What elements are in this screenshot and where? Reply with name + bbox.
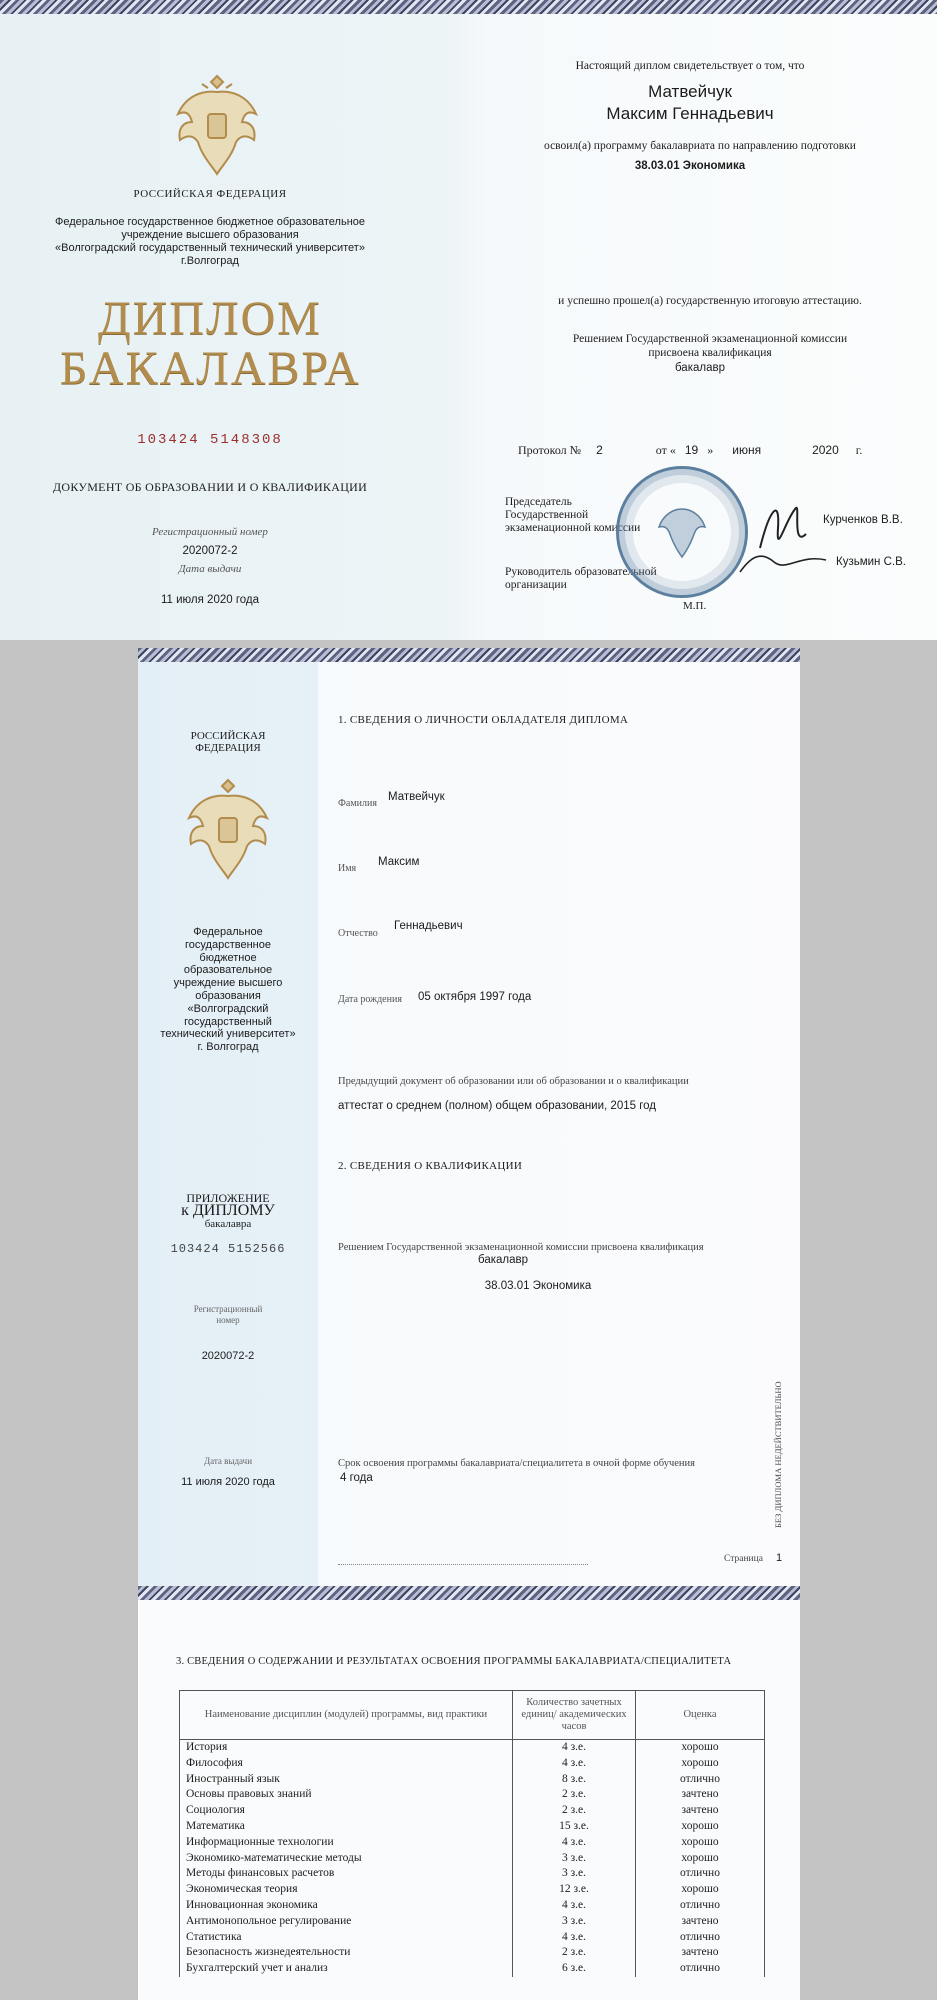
- decorative-border: [0, 0, 937, 14]
- grades-page: [138, 1586, 800, 2000]
- discipline-cell: Экономическая теория: [180, 1882, 513, 1898]
- grade-cell: отлично: [636, 1898, 765, 1914]
- signatures-icon: [730, 488, 860, 578]
- table-row: [180, 1772, 765, 1788]
- country-line: РОССИЙСКАЯ: [190, 730, 266, 742]
- supplement-institution: [138, 926, 318, 1054]
- attestation-text: и успешно прошел(а) государственную итоговую аттестацию.: [558, 295, 862, 307]
- supplement-serial-number: 103424 5152566: [170, 1242, 286, 1256]
- reg-label-line: номер: [216, 1315, 240, 1325]
- hours-header: Количество зачетных единиц/ академических часов: [513, 1691, 636, 1740]
- hours-cell: 4 з.е.: [513, 1898, 636, 1914]
- hours-cell: 4 з.е.: [513, 1756, 636, 1772]
- seal-eagle-icon: [657, 503, 707, 559]
- program-code: 38.03.01 Экономика: [634, 160, 746, 172]
- institution-line: г. Волгоград: [197, 1041, 259, 1054]
- institution-line: учреждение высшего образования: [121, 229, 299, 241]
- hours-cell: 3 з.е.: [513, 1866, 636, 1882]
- surname-label: Фамилия: [338, 798, 377, 809]
- commission-decision: [520, 332, 900, 360]
- hours-cell: 4 з.е.: [513, 1740, 636, 1756]
- supplement-program: 38.03.01 Экономика: [484, 1280, 592, 1292]
- protocol-day: 19: [684, 443, 699, 457]
- institution-name: [40, 216, 380, 268]
- institution-line: учреждение высшего: [173, 977, 283, 990]
- institution-line: «Волгоградский государственный технический университет»: [55, 242, 365, 254]
- institution-line: технический университет»: [160, 1028, 296, 1041]
- diploma-supplement-page: [138, 648, 800, 1588]
- table-row: [180, 1961, 765, 1977]
- supplement-country: [138, 730, 318, 754]
- coat-of-arms-icon: [182, 774, 274, 886]
- supplement-reg-number: 2020072-2: [201, 1350, 255, 1362]
- issue-date-label: Дата выдачи: [178, 563, 242, 575]
- head-label-line: Руководитель образовательной: [505, 566, 657, 578]
- reg-number: 2020072-2: [182, 545, 238, 557]
- official-seal-stamp: [616, 466, 748, 598]
- hours-cell: 8 з.е.: [513, 1772, 636, 1788]
- grade-cell: отлично: [636, 1772, 765, 1788]
- grade-cell: зачтено: [636, 1787, 765, 1803]
- protocol-year: 2020: [812, 443, 839, 457]
- coat-of-arms-icon: [172, 70, 262, 182]
- supplement-surname: Матвейчук: [388, 791, 445, 803]
- discipline-cell: История: [180, 1740, 513, 1756]
- date-close: »: [707, 443, 714, 457]
- decision-line: Решением Государственной экзаменационной комиссии: [572, 333, 848, 345]
- hours-cell: 4 з.е.: [513, 1930, 636, 1946]
- table-row: [180, 1819, 765, 1835]
- table-row: [180, 1945, 765, 1961]
- decorative-border: [138, 648, 800, 662]
- discipline-cell: Методы финансовых расчетов: [180, 1866, 513, 1882]
- institution-line: государственный: [184, 1015, 272, 1028]
- grade-cell: хорошо: [636, 1740, 765, 1756]
- institution-line: бюджетное: [199, 951, 257, 964]
- hours-cell: 12 з.е.: [513, 1882, 636, 1898]
- table-row: [180, 1866, 765, 1882]
- section3-title: 3. СВЕДЕНИЯ О СОДЕРЖАНИИ И РЕЗУЛЬТАТАХ ОСВОЕНИЯ ПРОГРАММЫ БАКАЛАВРИАТА/СПЕЦИАЛИТЕТА: [176, 1656, 732, 1667]
- previous-document: аттестат о среднем (полном) общем образовании, 2015 год: [338, 1100, 656, 1112]
- certifies-text: Настоящий диплом свидетельствует о том, что: [575, 60, 805, 72]
- grade-cell: хорошо: [636, 1756, 765, 1772]
- table-row: [180, 1930, 765, 1946]
- page-number: 1: [776, 1552, 783, 1564]
- country-label: РОССИЙСКАЯ ФЕДЕРАЦИЯ: [133, 188, 287, 200]
- diploma-title: [60, 294, 360, 394]
- table-row: [180, 1740, 765, 1756]
- diploma-serial-number: 103424 5148308: [137, 432, 283, 448]
- institution-line: г.Волгоград: [181, 255, 239, 267]
- grade-cell: зачтено: [636, 1945, 765, 1961]
- table-row: [180, 1803, 765, 1819]
- grades-table-body: [180, 1740, 765, 1977]
- divider: [338, 1564, 588, 1565]
- grade-cell: отлично: [636, 1930, 765, 1946]
- hours-cell: 4 з.е.: [513, 1835, 636, 1851]
- grade-cell: хорошо: [636, 1851, 765, 1867]
- discipline-cell: Основы правовых знаний: [180, 1787, 513, 1803]
- grade-cell: хорошо: [636, 1819, 765, 1835]
- discipline-cell: Бухгалтерский учет и анализ: [180, 1961, 513, 1977]
- appendix-line: ПРИЛОЖЕНИЕ: [186, 1191, 270, 1205]
- side-note: БЕЗ ДИПЛОМА НЕДЕЙСТВИТЕЛЬНО: [773, 1381, 783, 1528]
- institution-line: Федеральное государственное бюджетное образовательное: [54, 216, 366, 228]
- discipline-cell: Инновационная экономика: [180, 1898, 513, 1914]
- head-name: Кузьмин С.В.: [836, 556, 906, 568]
- issue-date: 11 июля 2020 года: [160, 594, 260, 606]
- seal-mark: М.П.: [683, 600, 707, 612]
- holder-surname: Матвейчук: [648, 82, 732, 101]
- institution-line: государственное: [185, 938, 271, 951]
- qualification: бакалавр: [674, 362, 725, 374]
- discipline-cell: Антимонопольное регулирование: [180, 1914, 513, 1930]
- grade-cell: хорошо: [636, 1835, 765, 1851]
- table-row: [180, 1898, 765, 1914]
- patronymic-label: Отчество: [338, 928, 378, 939]
- discipline-cell: Математика: [180, 1819, 513, 1835]
- institution-line: образовательное: [183, 964, 273, 977]
- title-line-1: ДИПЛОМ: [98, 292, 322, 345]
- supplement-qualification: бакалавр: [478, 1254, 529, 1266]
- reg-number-label: Регистрационный номер: [152, 526, 268, 538]
- discipline-cell: Философия: [180, 1756, 513, 1772]
- supplement-name: Максим: [378, 856, 420, 868]
- supplement-reg-label: [138, 1304, 318, 1326]
- table-header-row: [180, 1691, 765, 1740]
- hours-cell: 3 з.е.: [513, 1851, 636, 1867]
- institution-line: Федеральное: [193, 926, 263, 938]
- protocol-line: [518, 443, 898, 458]
- grades-table: [179, 1690, 765, 1977]
- decorative-border: [138, 1586, 800, 1600]
- head-label-line: организации: [505, 579, 567, 591]
- qualification-decision: Решением Государственной экзаменационной комиссии присвоена квалификация: [338, 1242, 704, 1253]
- table-row: [180, 1851, 765, 1867]
- hours-cell: 2 з.е.: [513, 1945, 636, 1961]
- chair-name: Курченков В.В.: [823, 514, 903, 526]
- decision-line: присвоена квалификация: [648, 347, 772, 359]
- section1-title: 1. СВЕДЕНИЯ О ЛИЧНОСТИ ОБЛАДАТЕЛЯ ДИПЛОМА: [338, 714, 629, 726]
- grade-cell: отлично: [636, 1866, 765, 1882]
- supplement-issue-label: Дата выдачи: [203, 1456, 253, 1466]
- chair-label-line: экзаменационной комиссии: [505, 522, 641, 534]
- supplement-issue-date: 11 июля 2020 года: [181, 1476, 275, 1488]
- institution-line: образования: [195, 989, 261, 1002]
- study-duration-label: Срок освоения программы бакалавриата/специалитета в очной форме обучения: [338, 1458, 695, 1469]
- hours-cell: 6 з.е.: [513, 1961, 636, 1977]
- study-duration: 4 года: [340, 1472, 373, 1484]
- grade-cell: зачтено: [636, 1914, 765, 1930]
- grade-cell: отлично: [636, 1961, 765, 1977]
- year-suffix: г.: [855, 443, 863, 457]
- supplement-patronymic: Геннадьевич: [394, 920, 463, 932]
- document-type: ДОКУМЕНТ ОБ ОБРАЗОВАНИИ И О КВАЛИФИКАЦИИ: [52, 480, 368, 494]
- grade-cell: хорошо: [636, 1882, 765, 1898]
- hours-cell: 2 з.е.: [513, 1803, 636, 1819]
- title-line-2: БАКАЛАВРА: [60, 342, 361, 395]
- appendix-line: к ДИПЛОМУ: [181, 1202, 275, 1219]
- section2-title: 2. СВЕДЕНИЯ О КВАЛИФИКАЦИИ: [338, 1160, 523, 1172]
- supplement-birth-date: 05 октября 1997 года: [418, 991, 532, 1003]
- chair-label-line: Председатель: [505, 496, 572, 508]
- discipline-cell: Социология: [180, 1803, 513, 1819]
- table-row: [180, 1756, 765, 1772]
- table-row: [180, 1835, 765, 1851]
- hours-cell: 3 з.е.: [513, 1914, 636, 1930]
- hours-cell: 2 з.е.: [513, 1787, 636, 1803]
- protocol-number: 2: [596, 443, 603, 457]
- table-row: [180, 1914, 765, 1930]
- name-label: Имя: [338, 863, 357, 874]
- discipline-cell: Информационные технологии: [180, 1835, 513, 1851]
- appendix-line: бакалавра: [204, 1218, 252, 1230]
- previous-document-label: Предыдущий документ об образовании или об образовании и о квалификации: [338, 1076, 689, 1087]
- country-line: ФЕДЕРАЦИЯ: [195, 742, 261, 754]
- discipline-header: Наименование дисциплин (модулей) программы, вид практики: [180, 1691, 513, 1740]
- discipline-cell: Статистика: [180, 1930, 513, 1946]
- discipline-cell: Иностранный язык: [180, 1772, 513, 1788]
- institution-line: «Волгоградский: [187, 1002, 269, 1015]
- program-mastered-text: освоил(а) программу бакалавриата по направлению подготовки: [544, 140, 856, 152]
- appendix-title: [138, 1192, 318, 1230]
- discipline-cell: Экономико-математические методы: [180, 1851, 513, 1867]
- protocol-label: Протокол №: [518, 443, 582, 457]
- diploma-cover-spread: [0, 0, 937, 640]
- holder-name-patronymic: Максим Геннадьевич: [606, 104, 774, 123]
- table-row: [180, 1882, 765, 1898]
- protocol-month: июня: [732, 443, 762, 457]
- birth-date-label: Дата рождения: [338, 994, 402, 1005]
- date-open: от «: [655, 443, 676, 457]
- grade-cell: зачтено: [636, 1803, 765, 1819]
- chair-label-line: Государственной: [505, 509, 589, 521]
- reg-label-line: Регистрационный: [193, 1304, 263, 1314]
- grade-header: Оценка: [636, 1691, 765, 1740]
- discipline-cell: Безопасность жизнедеятельности: [180, 1945, 513, 1961]
- table-row: [180, 1787, 765, 1803]
- page-label: Страница: [724, 1554, 763, 1564]
- hours-cell: 15 з.е.: [513, 1819, 636, 1835]
